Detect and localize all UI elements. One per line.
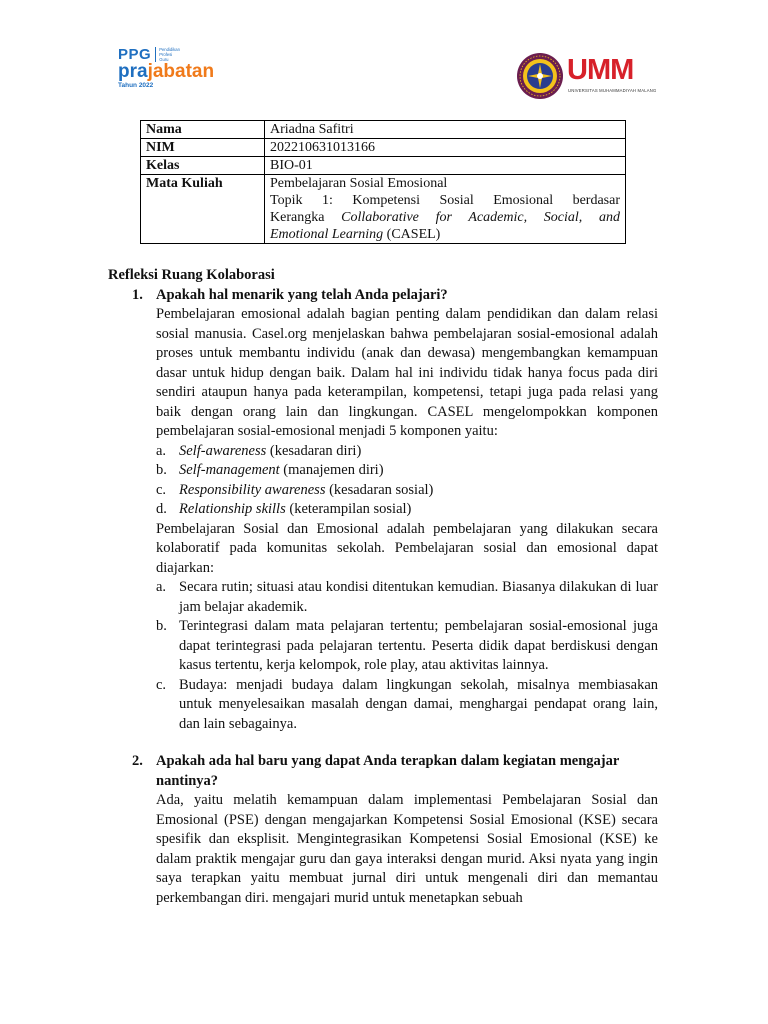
mk-line: Topik 1: Kompetensi Sosial Emosional berdasar — [270, 193, 620, 208]
mk-text-italic: Collaborative for Academic, Social, and — [341, 210, 620, 225]
question-title: Apakah hal menarik yang telah Anda pelajari? — [156, 286, 448, 303]
nama-value: Ariadna Safitri — [265, 121, 626, 139]
reflection-content — [108, 266, 658, 908]
ppg-wordmark-a: pra — [118, 61, 148, 82]
list-item — [156, 676, 658, 735]
question-title: Apakah ada hal baru yang dapat Anda terapkan dalam kegiatan mengajar nantinya? — [156, 753, 620, 789]
kelas-label: Kelas — [141, 157, 265, 175]
list-item — [156, 500, 658, 520]
table-row — [141, 121, 626, 139]
ppg-wordmark — [118, 62, 248, 81]
answer-paragraph: Pembelajaran Sosial dan Emosional adalah pembelajaran yang dilakukan secara kolaboratif pada komunitas sekolah. Pembelajaran sosial dan emosional dapat diajarkan: — [156, 520, 658, 576]
mata-kuliah-value — [265, 175, 626, 244]
umm-seal-icon — [516, 52, 564, 100]
list-text — [179, 461, 658, 481]
list-marker: b. — [156, 462, 167, 478]
list-item — [156, 461, 658, 481]
section-title: Refleksi Ruang Kolaborasi — [108, 267, 275, 283]
mk-text-italic: Emotional Learning — [270, 227, 384, 242]
mata-kuliah-label: Mata Kuliah — [141, 175, 265, 244]
methods-list — [156, 578, 658, 734]
list-marker: c. — [156, 676, 167, 693]
list-desc: (kesadaran sosial) — [325, 481, 434, 498]
list-desc: (kesadaran diri) — [266, 442, 362, 459]
list-marker: a. — [156, 579, 167, 595]
list-desc: (manajemen diri) — [279, 462, 384, 478]
answer-paragraph: Pembelajaran emosional adalah bagian penting dalam pendidikan dan dalam relasi sosial manusia. Casel.org menjelaskan bahwa pembelajaran sosial-emosional adalah proses untuk membantu individu (anak dan dewasa) mengembangkan kemampuan dasar untuk hidup dengan baik. Dalam hal ini individu tidak hanya focus pada diri sendiri ataupun hanya pada keterampilan, kompetensi, tetapi juga pada relasi yang baik dengan orang lain dan lingkungan. CASEL mengelompokkan komponen pembelajaran sosial-emosional menjadi 5 komponen yaitu: — [156, 306, 658, 439]
question-1 — [132, 286, 658, 306]
list-item — [156, 481, 658, 501]
question-2 — [132, 752, 658, 791]
list-term: Self-awareness — [179, 442, 267, 459]
list-desc: (keterampilan sosial) — [285, 501, 412, 517]
table-row — [141, 139, 626, 157]
list-marker: a. — [156, 442, 167, 459]
list-item — [156, 442, 658, 462]
list-marker: b. — [156, 618, 167, 634]
list-item — [156, 617, 658, 676]
list-term: Responsibility awareness — [179, 481, 326, 498]
list-text — [179, 442, 658, 462]
list-text: Terintegrasi dalam mata pelajaran tertentu; pembelajaran sosial-emosional juga dapat terintegrasi pada pelajaran tertentu. Peserta didik dapat berdiskusi dengan kasus tertentu, kerja kelompok, role play, atau aktivitas lainnya. — [179, 618, 658, 673]
umm-logo — [516, 52, 661, 102]
list-term: Relationship skills — [179, 501, 286, 517]
table-row — [141, 175, 626, 244]
mk-line — [270, 226, 620, 243]
student-info-table — [140, 120, 626, 244]
umm-subtitle: UNIVERSITAS MUHAMMADIYAH MALANG — [568, 88, 657, 93]
list-marker: d. — [156, 501, 167, 517]
spacer — [108, 734, 658, 752]
list-item — [156, 578, 658, 617]
ppg-subtitle: Pendidikan Profesi Guru — [155, 47, 180, 62]
components-list — [156, 442, 658, 520]
list-text: Budaya: menjadi budaya dalam lingkungan sekolah, misalnya membiasakan untuk menyelesaikan masalah dengan damai, menghargai pendapat orang lain, dan lain sebagainya. — [179, 676, 658, 732]
list-text: Secara rutin; situasi atau kondisi ditentukan kemudian. Biasanya dilakukan di luar jam belajar akademik. — [179, 579, 658, 615]
mk-text: (CASEL) — [383, 227, 441, 242]
nim-label: NIM — [141, 139, 265, 157]
answer-paragraph: Ada, yaitu melatih kemampuan dalam implementasi Pembelajaran Sosial dan Emosional (PSE) dengan mengajarkan Kompetensi Sosial Emosional (KSE) secara spesifik dan eksplisit. Mengintegrasikan Kompetensi Sosial Emosional (KSE) ke dalam praktik mengajar guru dan gaya interaksi dengan murid. Aksi nyata yang ingin saya terapkan yaitu membuat jurnal diri untuk mengenali diri dan memantau perkembangan diri. mengajari murid untuk menetapkan sebuah — [156, 792, 658, 906]
question-number: 1. — [132, 286, 143, 303]
mk-text: Kerangka — [270, 210, 342, 225]
list-text — [179, 481, 658, 501]
list-text — [179, 500, 658, 520]
ppg-badge: PPG — [118, 46, 152, 63]
ppg-year: Tahun 2022 — [118, 82, 154, 89]
nim-value: 202210631013166 — [265, 139, 626, 157]
kelas-value: BIO-01 — [265, 157, 626, 175]
mk-line: Pembelajaran Sosial Emosional — [270, 176, 448, 191]
mk-line — [270, 209, 620, 226]
umm-wordmark: UMM — [567, 54, 634, 86]
list-term: Self-management — [179, 462, 280, 478]
table-row — [141, 157, 626, 175]
ppg-prajabatan-logo — [118, 46, 248, 102]
nama-label: Nama — [141, 121, 265, 139]
question-number: 2. — [132, 753, 143, 769]
list-marker: c. — [156, 481, 167, 498]
ppg-wordmark-b: jabatan — [147, 61, 215, 82]
